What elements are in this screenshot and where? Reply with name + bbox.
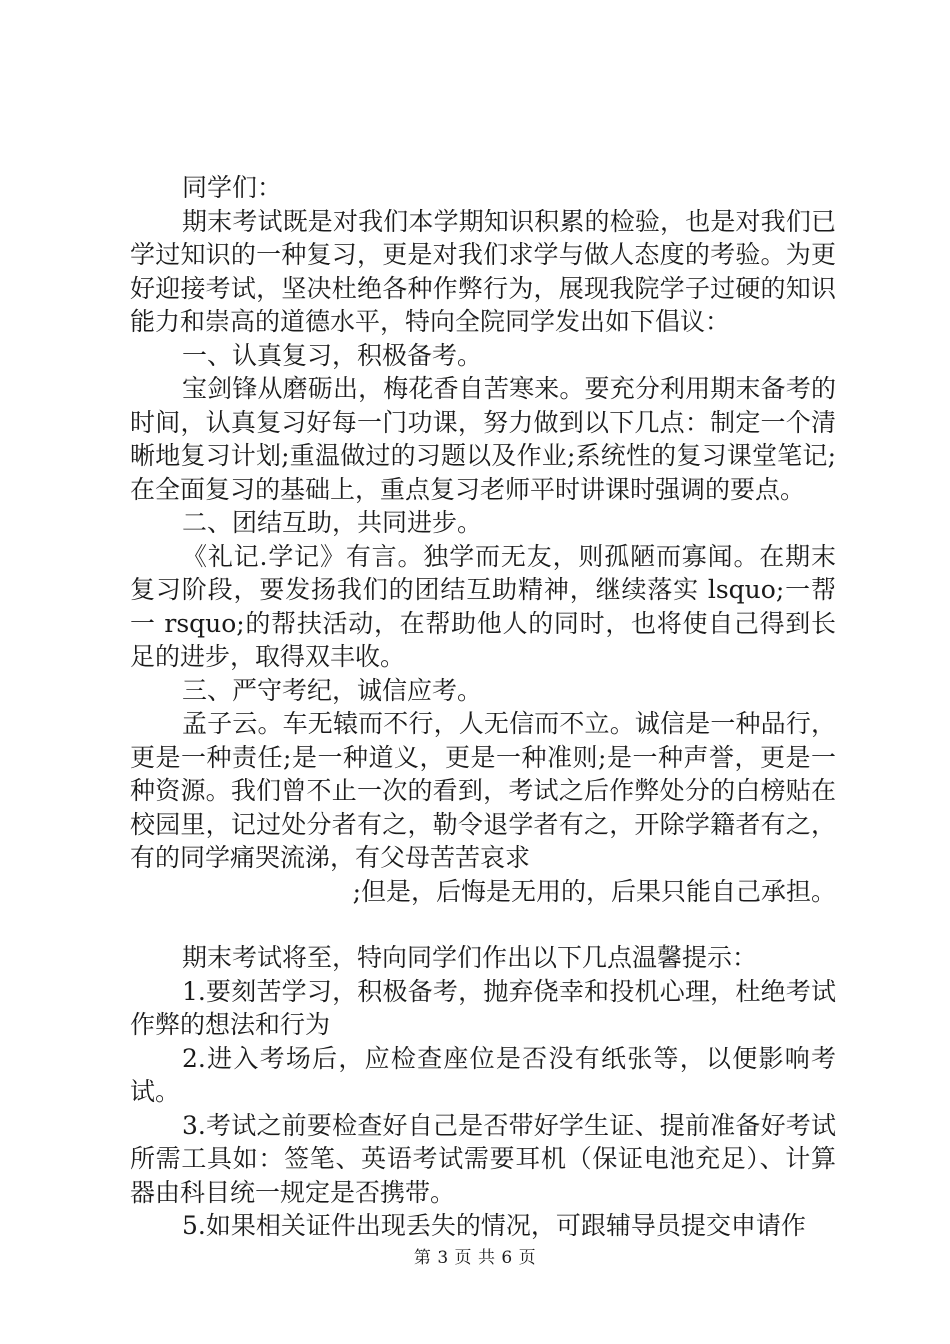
tip-item: 1.要刻苦学习，积极备考，抛弃侥幸和投机心理，杜绝考试作弊的想法和行为 xyxy=(130,976,836,1039)
salutation: 同学们： xyxy=(182,173,283,202)
paragraph-review: 宝剑锋从磨砺出，梅花香自苦寒来。要充分利用期末备考的时间，认真复习好每一门功课，努力做到以下几点：制定一个清晰地复习计划;重温做过的习题以及作业;系统性的复习课堂笔记;在全面复习的基础上，重点复习老师平时讲课时强调的要点。 xyxy=(130,374,836,504)
heading-review: 一、认真复习，积极备考。 xyxy=(182,340,483,370)
paragraph-mutual-help: 《礼记.学记》有言。独学而无友，则孤陋而寡闻。在期末复习阶段，要发扬我们的团结互助精神，继续落实 lsquo;一帮一 rsquo;的帮扶活动，在帮助他人的同时，也将使自己得到长足的进步，取得双丰收。 xyxy=(130,541,836,671)
paragraph-gap xyxy=(130,908,836,941)
heading-discipline: 三、严守考纪，诚信应考。 xyxy=(182,675,483,705)
page-number-footer: 第 3 页 共 6 页 xyxy=(413,1248,537,1268)
heading-mutual-help: 二、团结互助，共同进步。 xyxy=(182,508,483,537)
tips-heading: 期末考试将至，特向同学们作出以下几点温馨提示： xyxy=(182,943,758,972)
document-body xyxy=(130,171,836,1243)
paragraph-intro: 期末考试既是对我们本学期知识积累的检验，也是对我们已学过知识的一种复习，更是对我们求学与做人态度的考验。为更好迎接考试，坚决杜绝各种作弊行为，展现我院学子过硬的知识能力和崇高的道德水平，特向全院同学发出如下倡议： xyxy=(130,206,836,336)
tip-item: 3.考试之前要检查好自己是否带好学生证、提前准备好考试所需工具如：签笔、英语考试需要耳机（保证电池充足）、计算器由科目统一规定是否携带。 xyxy=(130,1110,836,1207)
tip-item: 5.如果相关证件出现丢失的情况，可跟辅导员提交申请作 xyxy=(182,1211,806,1240)
paragraph-consequence: ;但是，后悔是无用的，后果只能自己承担。 xyxy=(352,876,836,906)
tip-item: 2.进入考场后，应检查座位是否没有纸张等，以便影响考试。 xyxy=(130,1043,836,1106)
paragraph-discipline: 孟子云。车无辕而不行，人无信而不立。诚信是一种品行，更是一种责任;是一种道义，更是一种准则;是一种声誉，更是一种资源。我们曾不止一次的看到，考试之后作弊处分的白榜贴在校园里，记过处分者有之，勒令退学者有之，开除学籍者有之，有的同学痛哭流涕，有父母苦苦哀求 xyxy=(130,709,836,872)
